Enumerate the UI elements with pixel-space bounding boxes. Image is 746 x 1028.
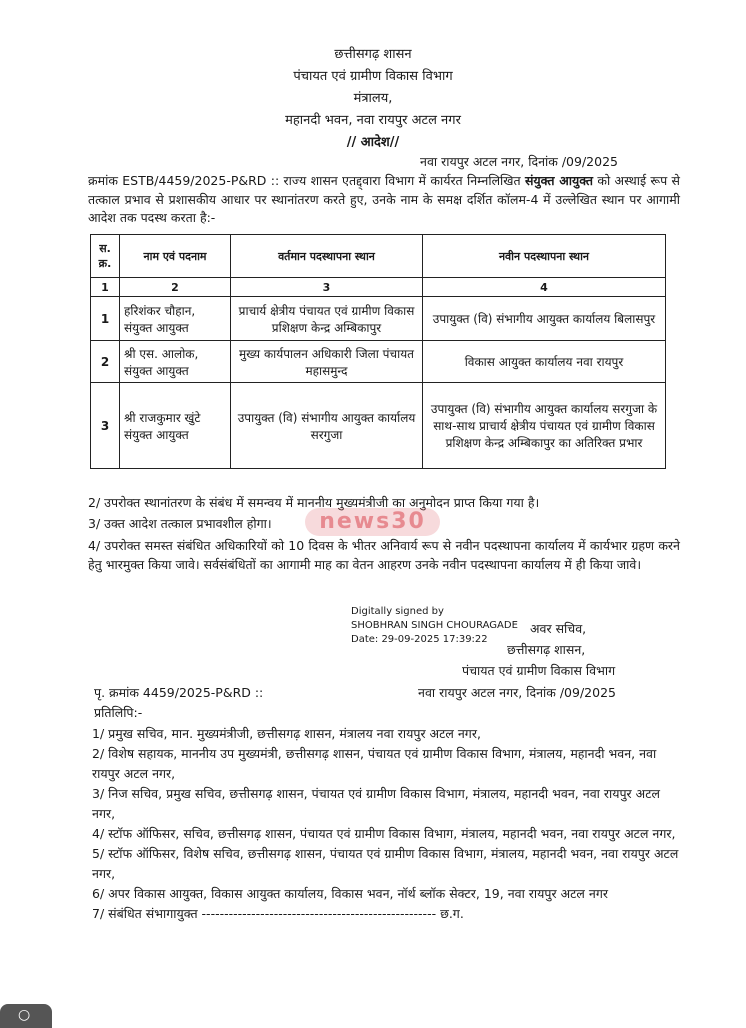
list-item: 7/ संबंधित संभागायुक्त ---------------------------------------------------- छ.ग. <box>92 906 464 921</box>
row-designation: संयुक्त आयुक्त <box>124 320 189 335</box>
table-row <box>91 297 666 341</box>
copy-label: प्रतिलिपि:- <box>94 705 143 720</box>
row-name-cell <box>120 297 231 341</box>
transfer-table <box>90 234 666 469</box>
list-item: 4/ स्टॉफ ऑफिसर, सचिव, छत्तीसगढ़ शासन, पंचायत एवं ग्रामीण विकास विभाग, मंत्रालय, महानदी भवन, नवा रायपुर अटल नगर, <box>92 826 676 841</box>
digital-sign-label: Digitally signed by <box>351 606 444 617</box>
list-item: 2/ विशेष सहायक, माननीय उप मुख्यमंत्री, छत्तीसगढ़ शासन, पंचायत एवं ग्रामीण विकास विभाग, मंत्रालय, महानदी भवन, नवा रायपुर अटल नगर, <box>92 746 657 781</box>
endorsement-date: नवा रायपुर अटल नगर, दिनांक /09/2025 <box>418 685 616 700</box>
header-govt: छत्तीसगढ़ शासन <box>334 47 412 62</box>
signatory-govt: छत्तीसगढ़ शासन, <box>507 642 586 657</box>
list-item: 6/ अपर विकास आयुक्त, विकास आयुक्त कार्यालय, विकास भवन, नॉर्थ ब्लॉक सेक्टर, 19, नवा रायपुर अटल नगर <box>92 886 608 901</box>
row-new: विकास आयुक्त कार्यालय नवा रायपुर <box>423 341 666 383</box>
point-3: 3/ उक्त आदेश तत्काल प्रभावशील होगा। <box>88 516 272 531</box>
intro-bold: संयुक्त आयुक्त <box>524 173 594 188</box>
row-new: उपायुक्त (वि) संभागीय आयुक्त कार्यालय सरगुजा के साथ-साथ प्राचार्य क्षेत्रीय पंचायत एवं ग्रामीण विकास प्रशिक्षण केन्द्र अम्बिकापुर का अतिरिक्त प्रभार <box>423 383 666 469</box>
row-current: प्राचार्य क्षेत्रीय पंचायत एवं ग्रामीण विकास प्रशिक्षण केन्द्र अम्बिकापुर <box>231 297 423 341</box>
corner-icon: ○ <box>18 1007 31 1023</box>
row-designation: संयुक्त आयुक्त <box>124 363 189 378</box>
digital-sign-name: SHOBHRAN SINGH CHOURAGADE <box>351 620 518 631</box>
row-name: श्री राजकुमार खुंटे <box>124 410 201 425</box>
row-current: उपायुक्त (वि) संभागीय आयुक्त कार्यालय सरगुजा <box>231 383 423 469</box>
row-current: मुख्य कार्यपालन अधिकारी जिला पंचायत महासमुन्द <box>231 341 423 383</box>
row-sno: 3 <box>91 383 120 469</box>
col-number: 4 <box>423 278 666 297</box>
list-item: 5/ स्टॉफ ऑफिसर, विशेष सचिव, छत्तीसगढ़ शासन, पंचायत एवं ग्रामीण विकास विभाग, मंत्रालय, महानदी भवन, नवा रायपुर अटल नगर, <box>92 846 679 881</box>
row-new: उपायुक्त (वि) संभागीय आयुक्त कार्यालय बिलासपुर <box>423 297 666 341</box>
col-header-sno: स. क्र. <box>91 235 120 278</box>
row-sno: 1 <box>91 297 120 341</box>
copy-list <box>92 724 682 924</box>
header-address: महानदी भवन, नवा रायपुर अटल नगर <box>285 113 461 128</box>
intro-text-2: को अस्थाई रूप से तत्काल प्रभाव से प्रशासकीय आधार पर स्थानांतरण करते हुए, उनके नाम के समक्ष दर्शित कॉलम-4 में उल्लेखित स्थान पर आगामी आदेश तक पदस्थ करता है:- <box>88 173 680 225</box>
col-header-new: नवीन पदस्थापना स्थान <box>423 235 666 278</box>
row-name-cell <box>120 383 231 469</box>
signatory-dept: पंचायत एवं ग्रामीण विकास विभाग <box>462 663 616 678</box>
row-sno: 2 <box>91 341 120 383</box>
intro-text-1: क्रमांक ESTB/4459/2025-P&RD :: राज्य शासन एतद्द्वारा विभाग में कार्यरत निम्नलिखित <box>88 173 525 188</box>
table-header-row <box>91 235 666 278</box>
order-date: नवा रायपुर अटल नगर, दिनांक /09/2025 <box>420 154 618 169</box>
col-number: 1 <box>91 278 120 297</box>
table-row <box>91 341 666 383</box>
col-header-name: नाम एवं पदनाम <box>120 235 231 278</box>
digital-sign-date: Date: 29-09-2025 17:39:22 <box>351 634 488 645</box>
order-title: // आदेश// <box>346 135 400 150</box>
header-dept: पंचायत एवं ग्रामीण विकास विभाग <box>293 69 453 84</box>
endorsement-ref: पृ. क्रमांक 4459/2025-P&RD :: <box>94 685 264 700</box>
col-number: 3 <box>231 278 423 297</box>
news-watermark: news30 <box>305 508 440 536</box>
row-name: श्री एस. आलोक, <box>124 346 199 361</box>
list-item: 1/ प्रमुख सचिव, मान. मुख्यमंत्रीजी, छत्तीसगढ़ शासन, मंत्रालय नवा रायपुर अटल नगर, <box>92 726 481 741</box>
col-number: 2 <box>120 278 231 297</box>
row-name-cell <box>120 341 231 383</box>
table-number-row <box>91 278 666 297</box>
row-name: हरिशंकर चौहान, <box>124 303 196 318</box>
table-row <box>91 383 666 469</box>
list-item: 3/ निज सचिव, प्रमुख सचिव, छत्तीसगढ़ शासन, पंचायत एवं ग्रामीण विकास विभाग, मंत्रालय, महानदी भवन, नवा रायपुर अटल नगर, <box>92 786 660 821</box>
point-2: 2/ उपरोक्त स्थानांतरण के संबंध में समन्वय में माननीय मुख्यमंत्रीजी का अनुमोदन प्राप्त किया गया है। <box>88 495 540 510</box>
header-ministry: मंत्रालय, <box>353 91 393 106</box>
row-designation: संयुक्त आयुक्त <box>124 427 189 442</box>
signatory-role: अवर सचिव, <box>530 621 587 636</box>
intro-paragraph <box>88 172 680 228</box>
point-4: 4/ उपरोक्त समस्त संबंधित अधिकारियों को 10 दिवस के भीतर अनिवार्य रूप से नवीन पदस्थापना कार्यालय में कार्यभार ग्रहण करने हेतु भारमुक्त किया जावे। सर्वसंबंधितों का आगामी माह का वेतन आहरण उनके नवीन पदस्थापना कार्यालय में ही किया जावे। <box>88 538 680 572</box>
col-header-current: वर्तमान पदस्थापना स्थान <box>231 235 423 278</box>
